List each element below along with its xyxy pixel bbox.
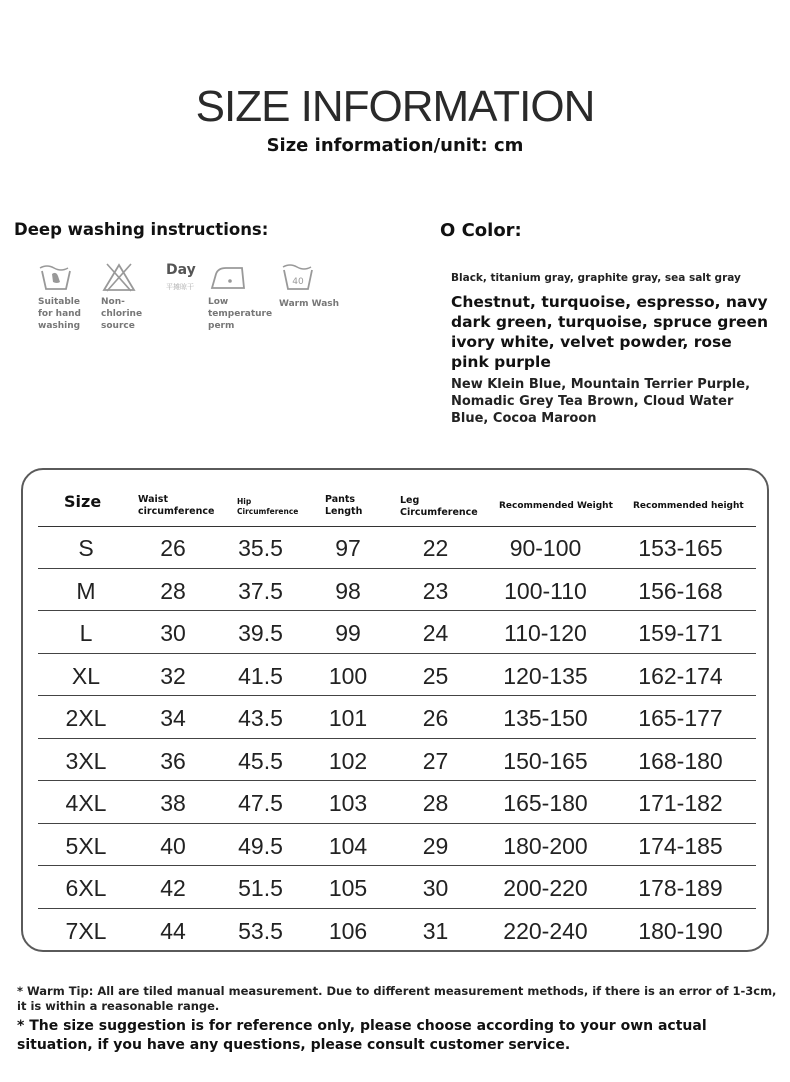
table-cell: 103 xyxy=(328,790,368,816)
table-row xyxy=(38,526,756,569)
care-label-hand-wash: Suitable for hand washing xyxy=(38,297,82,331)
table-cell: 36 xyxy=(160,747,186,774)
table-cell: 100-110 xyxy=(504,577,587,604)
table-cell: 104 xyxy=(328,832,368,859)
table-cell: 4XL xyxy=(65,790,107,816)
table-cell: 40 xyxy=(160,832,186,859)
page-title: SIZE INFORMATION xyxy=(195,82,595,131)
table-cell: 32 xyxy=(160,662,186,689)
table-cell: S xyxy=(78,535,94,561)
care-item-no-bleach xyxy=(101,262,146,332)
table-cell: 171-182 xyxy=(638,790,723,816)
table-cell: 156-168 xyxy=(638,577,723,604)
tips xyxy=(17,984,777,1055)
table-cell: 178-189 xyxy=(638,875,723,901)
table-cell: M xyxy=(76,577,96,604)
care-label-warm-wash: Warm Wash xyxy=(279,299,340,309)
care-item-hand-wash xyxy=(38,262,83,332)
table-row xyxy=(38,611,756,654)
table-cell: 53.5 xyxy=(238,917,283,944)
header-pants-length: Pants Length xyxy=(325,494,363,517)
table-cell: 44 xyxy=(160,917,186,944)
table-cell: XL xyxy=(71,662,101,689)
header-weight: Recommended Weight xyxy=(499,501,613,511)
table-cell: 31 xyxy=(422,917,449,944)
table-cell: 98 xyxy=(335,577,361,604)
table-row xyxy=(38,824,756,867)
table-cell: 100 xyxy=(328,662,368,689)
hand-wash-icon xyxy=(38,262,83,296)
table-cell: 43.5 xyxy=(238,705,283,731)
care-item-flat-dry xyxy=(166,262,196,292)
table-cell: 26 xyxy=(160,535,186,561)
table-cell: 34 xyxy=(160,705,186,731)
table-cell: 27 xyxy=(422,747,449,774)
table-body xyxy=(38,526,756,951)
care-item-warm-wash xyxy=(279,262,354,310)
table-cell: 35.5 xyxy=(238,535,283,561)
care-sublabel-flat-dry: 平摊晾干 xyxy=(166,283,194,291)
table-cell: 7XL xyxy=(65,917,107,944)
iron-low-icon xyxy=(208,262,273,296)
table-cell: 47.5 xyxy=(238,790,283,816)
table-cell: 38 xyxy=(160,790,186,816)
table-cell: L xyxy=(79,620,93,646)
color-line-main: Chestnut, turquoise, espresso, navy dark green, turquoise, spruce green ivory white, velvet powder, rose pink purple xyxy=(451,293,769,371)
table-cell: 26 xyxy=(422,705,449,731)
warm-wash-badge: 40 xyxy=(292,277,304,287)
table-row xyxy=(38,696,756,739)
table-cell: 150-165 xyxy=(503,747,588,774)
table-cell: 3XL xyxy=(65,747,107,774)
color-line-extra: New Klein Blue, Mountain Terrier Purple, Nomadic Grey Tea Brown, Cloud Water Blue, Cocoa Maroon xyxy=(451,377,751,426)
table-cell: 30 xyxy=(160,620,186,646)
table-cell: 135-150 xyxy=(503,705,588,731)
table-row xyxy=(38,654,756,697)
table-cell: 42 xyxy=(160,875,186,901)
table-cell: 180-190 xyxy=(638,917,723,944)
table-cell: 51.5 xyxy=(238,875,283,901)
color-list xyxy=(451,272,771,427)
table-cell: 24 xyxy=(422,620,449,646)
table-cell: 99 xyxy=(335,620,361,646)
header-hip: Hip Circumference xyxy=(237,497,299,516)
table-cell: 39.5 xyxy=(238,620,283,646)
washing-heading: Deep washing instructions: xyxy=(14,220,269,239)
table-cell: 174-185 xyxy=(638,832,723,859)
tip-measurement: * Warm Tip: All are tiled manual measurement. Due to different measurement methods, if there is an error of 1-3cm, it is within a reasonable range. xyxy=(17,984,777,1013)
table-cell: 165-180 xyxy=(503,790,588,816)
table-cell: 153-165 xyxy=(638,535,723,561)
table-cell: 105 xyxy=(328,875,368,901)
table-row xyxy=(38,781,756,824)
table-cell: 23 xyxy=(422,577,449,604)
table-cell: 168-180 xyxy=(638,747,723,774)
care-label-day: Day xyxy=(166,262,196,278)
size-table xyxy=(21,468,769,952)
table-cell: 45.5 xyxy=(238,747,283,774)
table-row xyxy=(38,739,756,782)
table-cell: 220-240 xyxy=(503,917,588,944)
color-line-basic: Black, titanium gray, graphite gray, sea salt gray xyxy=(451,272,741,284)
table-cell: 120-135 xyxy=(503,662,588,689)
header-leg: Leg Circumference xyxy=(400,495,478,518)
header-size: Size xyxy=(64,492,102,511)
care-label-iron: Low temperature perm xyxy=(208,297,273,331)
table-cell: 101 xyxy=(328,705,368,731)
table-header xyxy=(38,470,756,527)
no-bleach-icon xyxy=(101,262,146,296)
table-cell: 5XL xyxy=(65,832,107,859)
table-cell: 90-100 xyxy=(509,535,582,561)
table-cell: 180-200 xyxy=(503,832,588,859)
warm-wash-40-icon xyxy=(279,262,354,296)
table-row xyxy=(38,909,756,952)
table-cell: 28 xyxy=(160,577,186,604)
color-heading: O Color: xyxy=(440,220,522,241)
table-cell: 49.5 xyxy=(238,832,283,859)
table-cell: 6XL xyxy=(65,875,107,901)
table-cell: 2XL xyxy=(65,705,107,731)
table-cell: 37.5 xyxy=(238,577,283,604)
table-cell: 22 xyxy=(422,535,449,561)
table-cell: 97 xyxy=(335,535,361,561)
table-row xyxy=(38,866,756,909)
care-item-iron xyxy=(208,262,273,332)
table-cell: 110-120 xyxy=(504,620,587,646)
table-cell: 41.5 xyxy=(238,662,283,689)
table-cell: 165-177 xyxy=(638,705,723,731)
table-cell: 200-220 xyxy=(503,875,588,901)
table-cell: 159-171 xyxy=(638,620,723,646)
table-cell: 106 xyxy=(328,917,368,944)
tip-reference: * The size suggestion is for reference only, please choose according to your own actual situation, if you have any questions, please consult customer service. xyxy=(17,1018,707,1053)
header-waist: Waist circumference xyxy=(138,494,215,517)
table-cell: 29 xyxy=(422,832,449,859)
page-subtitle: Size information/unit: cm xyxy=(266,135,524,156)
table-cell: 162-174 xyxy=(638,662,723,689)
table-row xyxy=(38,569,756,612)
care-label-no-bleach: Non-chlorine source xyxy=(101,297,143,331)
table-cell: 30 xyxy=(422,875,449,901)
table-cell: 25 xyxy=(422,662,449,689)
header-height: Recommended height xyxy=(633,501,744,511)
table-cell: 28 xyxy=(422,790,449,816)
table-cell: 102 xyxy=(328,747,368,774)
